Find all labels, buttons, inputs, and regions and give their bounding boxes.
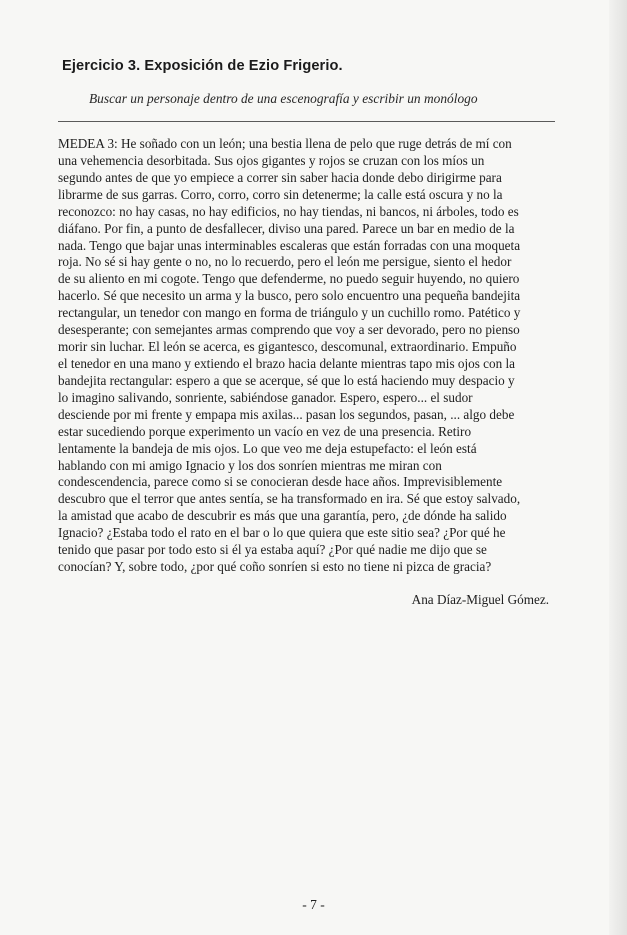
exercise-heading: Ejercicio 3. Exposición de Ezio Frigerio. [62,58,343,74]
monologue-line: una vehemencia desorbitada. Sus ojos gigantes y rojos se cruzan con los míos un [58,152,485,168]
exercise-subtitle: Buscar un personaje dentro de una escenografía y escribir un monólogo [89,91,478,106]
author-signature: Ana Díaz-Miguel Gómez. [411,592,549,607]
monologue-line: desciende por mi frente y empapa mis axilas... pasan los segundos, pasan, ... algo debe [58,406,515,422]
monologue-line: MEDEA 3: He soñado con un león; una bestia llena de pelo que ruge detrás de mí con [58,136,512,151]
monologue-text [58,136,550,576]
monologue-line: de su aliento en mi cogote. Tengo que defenderme, no puedo seguir huyendo, no quiero [58,271,520,287]
monologue-line: rectangular, un tenedor con mango en forma de triángulo y un cuchillo romo. Patético y [58,305,521,321]
monologue-line: bandejita rectangular: espero a que se acerque, sé que lo está haciendo muy despacio y [58,372,515,388]
monologue-line: segundo antes de que yo empiece a correr sin saber hacia donde debo dirigirme para [58,169,502,185]
monologue-line: el tenedor en una mano y extiendo el brazo hacia delante mientras tapo mis ojos con la [58,355,516,371]
monologue-line: diáfano. Por fin, a punto de desfallecer, diviso una pared. Parece un bar en medio de la [58,220,515,236]
monologue-line: desesperante; con semejantes armas comprendo que voy a ser devorado, pero no pienso [58,322,520,338]
monologue-line: hablando con mi amigo Ignacio y los dos sonríen mientras me miran con [58,457,442,473]
monologue-line: nada. Tengo que bajar unas interminables escaleras que están forradas con una moqueta [58,237,521,253]
monologue-line: estar sucediendo porque experimento un vacío en vez de una presencia. Retiro [58,423,472,439]
monologue-line: la amistad que acabo de descubrir es más que una garantía, pero, ¿de dónde ha salido [58,508,507,524]
monologue-line: roja. No sé si hay gente o no, no lo recuerdo, pero el león me persigue, siento el hedor [58,254,512,270]
monologue-line: lo imagino salivando, sonriente, sabiéndose ganador. Espero, espero... el sudor [58,389,473,405]
monologue-line: morir sin luchar. El león se acerca, es gigantesco, descomunal, extraordinario. Empuño [58,339,517,355]
monologue-line: hacerlo. Sé que necesito un arma y la busco, pero solo encuentro una pequeña bandejita [58,288,521,304]
monologue-line: librarme de sus garras. Corro, corro, corro sin detenerme; la calle está oscura y no la [58,186,503,202]
monologue-line: lentamente la bandeja de mis ojos. Lo que veo me deja estupefacto: el león está [58,440,477,456]
monologue-line: Ignacio? ¿Estaba todo el rato en el bar o lo que quiera que este sitio sea? ¿Por qué he [58,525,506,541]
monologue-line: descubro que el terror que antes sentía, se ha transformado en ira. Sé que estoy salvado, [58,491,521,507]
page-edge-shadow [609,0,627,935]
monologue-line: tenido que pasar por todo esto si él ya estaba aquí? ¿Por qué nadie me dijo que se [58,542,487,558]
horizontal-rule [58,121,555,122]
monologue-line: condescendencia, parece como si se conocieran desde hace años. Imprevisiblemente [58,474,503,490]
monologue-line: reconozco: no hay casas, no hay edificios, no hay tiendas, ni bancos, ni árboles, todo es [58,203,519,219]
page-number: - 7 - [302,897,325,912]
monologue-line: conocían? Y, sobre todo, ¿por qué coño sonríen si esto no tiene ni pizca de gracia? [58,559,492,575]
